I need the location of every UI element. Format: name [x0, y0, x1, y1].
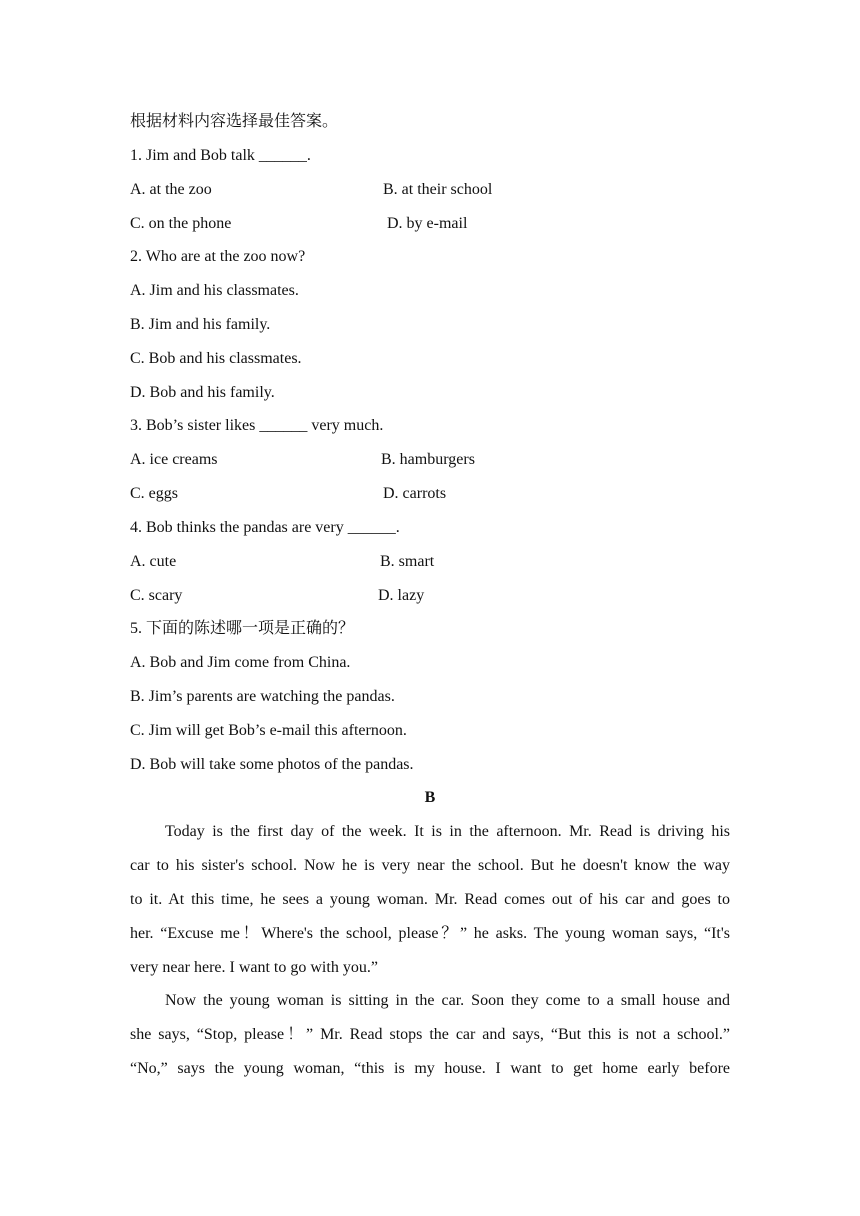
question-4-option-a: A. cute [130, 553, 177, 570]
question-2-option-b: B. Jim and his family. [130, 316, 271, 333]
question-3-option-c: C. eggs [130, 485, 178, 502]
instruction-text: 根据材料内容选择最佳答案。 [130, 113, 339, 130]
question-5-option-c: C. Jim will get Bob’s e-mail this afternoon. [130, 722, 407, 739]
paragraph-1-line-4: her. “Excuse me！Where's the school, please？” he asks. The young woman says, “It's [130, 925, 730, 942]
question-2-option-c: C. Bob and his classmates. [130, 350, 302, 367]
question-1-option-d: D. by e-mail [387, 215, 468, 232]
paragraph-2-line-2: she says, “Stop, please！” Mr. Read stops the car and says, “But this is not a school.” [130, 1026, 730, 1043]
paragraph-1-line-3: to it. At this time, he sees a young woman. Mr. Read comes out of his car and goes to [130, 891, 730, 908]
paragraph-1-line-2: car to his sister's school. Now he is very near the school. But he doesn't know the way [130, 857, 730, 874]
question-2-stem: 2. Who are at the zoo now? [130, 248, 306, 265]
paragraph-1-line-1: Today is the first day of the week. It is in the afternoon. Mr. Read is driving his [165, 823, 730, 840]
question-3-stem: 3. Bob’s sister likes ______ very much. [130, 417, 384, 434]
question-5-stem: 5. 下面的陈述哪一项是正确的？ [130, 620, 355, 637]
question-3-option-d: D. carrots [383, 485, 447, 502]
question-4-option-d: D. lazy [378, 587, 425, 604]
question-1-stem: 1. Jim and Bob talk ______. [130, 147, 311, 164]
question-1-option-a: A. at the zoo [130, 181, 212, 198]
question-5-option-b: B. Jim’s parents are watching the pandas. [130, 688, 395, 705]
question-4-option-b: B. smart [380, 553, 435, 570]
paragraph-1-line-5: very near here. I want to go with you.” [130, 959, 378, 976]
question-3-option-a: A. ice creams [130, 451, 218, 468]
question-1-option-c: C. on the phone [130, 215, 232, 232]
question-5-option-a: A. Bob and Jim come from China. [130, 654, 351, 671]
paragraph-2-line-1: Now the young woman is sitting in the car. Soon they come to a small house and [165, 992, 730, 1009]
question-3-option-b: B. hamburgers [381, 451, 475, 468]
question-1-option-b: B. at their school [383, 181, 493, 198]
question-5-option-d: D. Bob will take some photos of the pandas. [130, 756, 414, 773]
section-b-heading: B [424, 789, 436, 806]
question-4-stem: 4. Bob thinks the pandas are very ______. [130, 519, 400, 536]
question-4-option-c: C. scary [130, 587, 183, 604]
question-2-option-d: D. Bob and his family. [130, 384, 275, 401]
question-2-option-a: A. Jim and his classmates. [130, 282, 299, 299]
paragraph-2-line-3: “No,” says the young woman, “this is my house. I want to get home early before [130, 1060, 730, 1077]
